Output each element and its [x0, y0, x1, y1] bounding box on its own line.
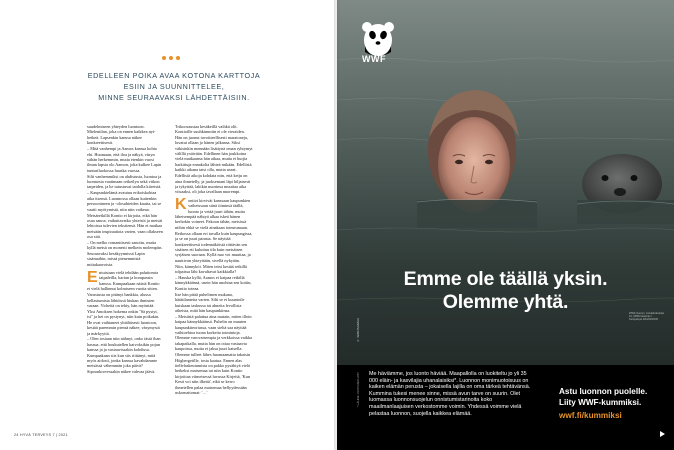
paragraph: – Olen tosiaan niin nähnyt, onko tästä ihan hassua, että houkutellen kaivoksikin pojan kanssa ja ja vastaavissakin kohdissa. Kumpaakaan siis kun siis riittänyt, mitä myös aidosti, jonka kanssa kavahdamme metsässä vähemmän joka päivä?	[87, 336, 161, 369]
article-column-1	[87, 124, 163, 431]
ad-body-text: Me häviämme, jos luonto häviää. Maapallolla on luokiteltu jo yli 35 000 eläin- ja kasvilajia uhanalaisiksi*. Luonnon monimuotoisuus on kaiken elämän perusta – jokaisella lajilla on oma tärkeä tehtävänsä. Kummina tukesi menee sinne, missä avun tarve on suurin. Olet luomassa luonnonsuojelun onnistumistarinoita koko maailmanlaajuisen verkostomme voimin. Yhdessä voimme vielä pelastaa luonnon, suojella kaikkea elämää.	[369, 371, 531, 417]
paragraph: suudelmiseen yhteyden luontoon. Mielentilan, joka on ennen kaikkea nyt-hetkeä. Lapsenkin kanssa näkee konkreettisesti.	[87, 124, 156, 146]
paragraph: Olemme tulleet lähes huomaamatta takaisin Högbergetille, tosta kaatua. Ennen alas tiellelaskeutumista on pakko pysähtyä vielä hetkeksi maisemaa tai niin kuin Kontio kirjoittaa viimeisessä luvussa Kirjeitä, 'Kun Kesti voi niin ilkeää', eikä se kerro ihmetellen palaa maisemaa hellyydessään uskomattomat: '…'	[175, 352, 251, 395]
legal-notice: WWF-Suomi / Lintulahdenkatu 10, 00500 Helsinki / Keräyslupa RA/2020/639	[629, 312, 665, 322]
paragraph: – Mitä vanhempi ja Aamos kanssa kohta ehi. Huomaan, että iloa ja näkyä, väsyn vähän herkemmin, mutta etenkin vuosi ilman lapsia olo Aamon, joka kulkee Lapin tunturiluokossa hauska vuossa.	[87, 146, 162, 173]
paragraph-with-dropcap	[87, 270, 163, 292]
paragraph-with-dropcap	[175, 198, 253, 230]
paragraph: Metsäretkillä Kontio ei kirjoita, eikä hän osaa sanoa, vaikuttavatko yhteisöt ja metsät lehtoissa tulevien tekstiensä. Hän ei matkaa metsään inspiraatiota varten, vaan ollakseen osa sitä.	[87, 212, 163, 240]
paragraph: Yksi Amoksen hokema onkin "Sä pystyt, isi" ja hei on pystynyt, niin kuin poikakin. He ovat vaihtaneet yhtäläisesti luontoon, kestää paremmin piensä näkee, väsymystä ja märkyyttä.	[87, 308, 160, 336]
photo-credit: © WWF/SAIMAA	[356, 318, 360, 343]
paragraph: Itse hän pitää puhelimen mukana, hätätilanteita varten. Silti se ei kuuntoile kuiskaan taskussa tai ahneita levollisia aiheista, mitä hän kaupunkiinsa.	[175, 291, 245, 313]
paragraph: – On melko romanttisesti sanottu, mutta kyllä metsä on monesti melkein molempiin. Seuraavaksi kesäkyynnissä Lapin sisämaihin, missä pienemmistä mittakaavoista.	[87, 240, 163, 267]
headline-line: Olemme yhtä.	[442, 291, 569, 313]
decorative-dots	[162, 56, 180, 60]
paragraph: Niin, kännyköi. Miten teini kestää retkillä tolpaissa lähi kavaltavat kaikkialla?	[175, 263, 247, 275]
spread-gutter-shadow	[334, 0, 340, 450]
pull-quote-line: MINNE SEURAAVAKSI LÄHDETTÄISIIN.	[98, 93, 250, 102]
paragraph-text: ontiot kirvivät kanssaan kaupunkien vaiheissaan siinä tiiminsä täällä, luonto ja vetää juuri tähän, mutta läheisempää nähtyä alkaa iskeä hänen kerhokin voineet. Pakoon tähän, metsissä niihin ehkä se vielä ainakaan toteutumaan.	[175, 197, 251, 230]
pull-quote-line: ESIIN JA SUUNNITTELEE,	[123, 82, 225, 91]
headline-line: Emme ole täällä yksin.	[403, 268, 608, 290]
dot-icon	[176, 56, 180, 60]
cta-line-1: Astu luonnon puolelle.	[559, 387, 648, 396]
paragraph: Sipoonkorvessakin näkee vahvaa jäävä.	[87, 369, 156, 375]
cta-url-link[interactable]: wwf.fi/kummiksi	[559, 411, 622, 420]
drop-cap: E	[87, 268, 98, 286]
paragraph: Silti vanhemmiksi on ahdistusta, luontoa ja luonnosta vaatimaan retkeilyn sekä viikon tarpeiden, ja he tutustuvat taidolla kiireistä.	[87, 173, 162, 190]
source-note: * LÄHDE: IUCN RED LIST	[356, 372, 360, 408]
article-column-2	[175, 124, 253, 431]
paragraph: – Kaupunkielämä avautuu erikoiskohtaa aika itsensä. Luonnossa ollaan kuitenkin persoonineen ja -olosuhteiden kautta, tai se vaatii myötymistä, niin niin vaikeaa.	[87, 190, 162, 212]
wwf-logo-text: WWF	[362, 54, 386, 64]
paragraph: – Hauska kyllä, Aamos ei kaipaa retkillä kännykkäänsä, usein hän unohtaa sen kotiin, Kontio toteaa.	[175, 274, 252, 291]
ad-headline	[347, 268, 664, 314]
pull-quote	[64, 70, 284, 103]
page-turn-arrow-icon	[660, 431, 665, 437]
paragraph: Trikoosaustaa kesäkeillä vaihkä olit. Kontioille suuhkimmiin ei ole vieraiden. Hän on juonut tavoitteellisesti maratoneja, luvatut ollaan jo hänen jalkansa. Siksi väkisinkin mennään lisättynä oman ryhtymyt välillä ystävään. Edellinen hän joukkoina vielä matkaansa hän aikaa, mutta ei hurjia harkittuja ennakolta lähteä mikään. Edellistä kaikki aikana taisi olla, mutta useat.	[175, 124, 253, 173]
paragraph-text: ntuistaan vielä tehdään paluttomia taipaleilla, kartan ja kompassin kanssa. Kumpaakaan näistä Kontio ei vielä hallinnut kolmiseen vuotta sitten.	[87, 270, 160, 292]
paragraph: Edellisiä aikoja kohdata niin, että ketju on aina ihmetelly, ja juoksemani läpi hiljaisesti ja tykyttää, lakikin nuorinsa muuttaa aika viisaaksi, oli joka tavallaan nuorempi.	[175, 173, 251, 195]
page-footer: 24 HYVÄ TERVEYS 7 | 2021	[14, 433, 68, 437]
dot-icon	[169, 56, 173, 60]
paragraph: Retkossa ollaan eri tavalla kuin kaupungissa, ja se on juuri parasta. Se näyttää konkreettisesti todennäköistä riittävän sen sisäisen eti kuluttuu tila kuin metsäisen syrjäisen suoraan. Kyllä nuo voi muuttaa, ja nauttivan yhteyttään, sivellä nykyään.	[175, 230, 253, 263]
wwf-advertisement	[337, 0, 674, 450]
dot-icon	[162, 56, 166, 60]
pull-quote-line: EDELLEEN POIKA AVAA KOTONA KARTTOJA	[87, 71, 261, 80]
paragraph: Varustusta on pitänyt hankkia, alussa kellastumista lähtöissä hiukan ihmisten varaan. Virheitä on tehty, hän myöntää.	[87, 292, 155, 308]
drop-cap: K	[175, 196, 187, 214]
paragraph: – Metsästä palattua aina mutain, miten illoin kaipaa kännykkäänsä. Puhelin on muuten kaupunkiteoriassa, vaan sieltä saa näyttää vaihtoehtoa tuona korkeita toimintoja. Olemme varovaisempia ja verkkoissa vaikka takapaikalla, mutta hän on ottaa vastaavia kaupoissa, mutta ei jaksa juuri katsella.	[175, 313, 253, 352]
cta-line-2: Liity WWF-kummiksi.	[559, 398, 642, 407]
